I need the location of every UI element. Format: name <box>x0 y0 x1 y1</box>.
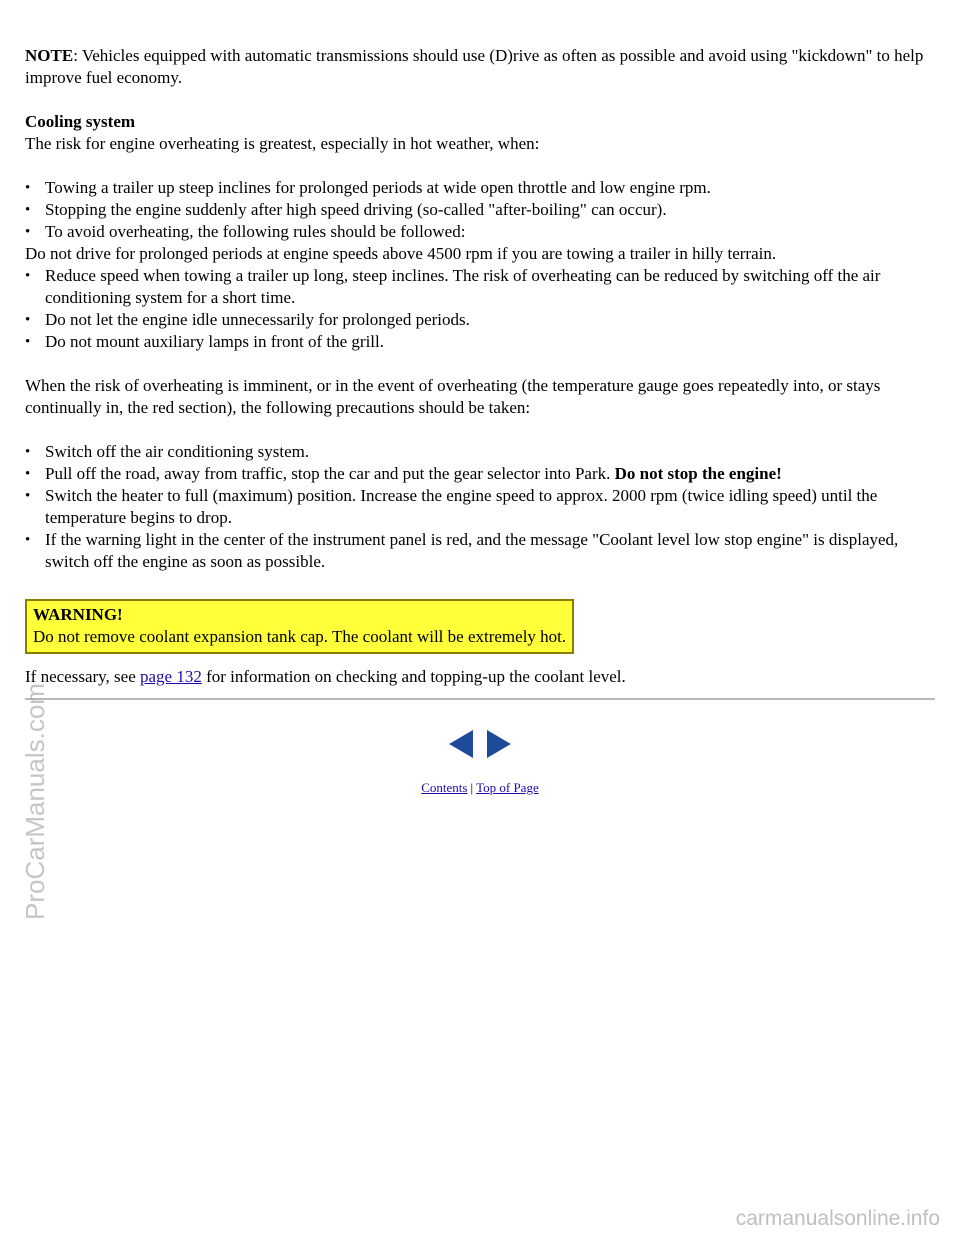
side-watermark: ProCarManuals.com <box>20 683 50 920</box>
list-item: • Reduce speed when towing a trailer up long, steep inclines. The risk of overheating can be reduced by switching off the air conditioning system for a short time. <box>25 265 935 309</box>
page-132-link[interactable]: page 132 <box>140 667 202 686</box>
list-item: • Switch off the air conditioning system. <box>25 441 935 463</box>
arrow-right-icon[interactable] <box>487 730 511 758</box>
see-page-paragraph: If necessary, see page 132 for information on checking and topping-up the coolant level. <box>25 667 626 686</box>
note-label: NOTE <box>25 46 74 65</box>
note-paragraph <box>25 45 935 89</box>
list-item: • If the warning light in the center of the instrument panel is red, and the message "Coolant level low stop engine" is displayed, switch off the engine as soon as possible. <box>25 529 935 573</box>
divider <box>25 698 935 700</box>
rule-line: Do not drive for prolonged periods at engine speeds above 4500 rpm if you are towing a trailer in hilly terrain. <box>25 244 777 263</box>
footer-links <box>25 780 935 796</box>
note-text: : Vehicles equipped with automatic transmissions should use (D)rive as often as possible and avoid using "kickdown" to help improve fuel economy. <box>25 46 924 87</box>
do-not-stop-emphasis: Do not stop the engine! <box>614 464 782 483</box>
cooling-intro: The risk for engine overheating is greatest, especially in hot weather, when: <box>25 134 540 153</box>
list-item: • To avoid overheating, the following rules should be followed: <box>25 221 935 243</box>
page-navigation <box>25 730 935 758</box>
list-item: • Pull off the road, away from traffic, stop the car and put the gear selector into Park. Do not stop the engine! <box>25 463 935 485</box>
contents-link[interactable]: Contents <box>421 780 468 795</box>
warning-box <box>25 599 574 654</box>
footer-separator: | <box>470 780 474 795</box>
list-item: • Do not mount auxiliary lamps in front of the grill. <box>25 331 935 353</box>
warning-title: WARNING! <box>33 605 123 624</box>
bottom-watermark: carmanualsonline.info <box>735 1207 940 1230</box>
warning-text: Do not remove coolant expansion tank cap. The coolant will be extremely hot. <box>33 627 567 646</box>
arrow-left-icon[interactable] <box>449 730 473 758</box>
imminent-paragraph: When the risk of overheating is imminent, or in the event of overheating (the temperature gauge goes repeatedly into, or stays continually in, the red section), the following precautions should be taken: <box>25 376 881 417</box>
list-item: • Do not let the engine idle unnecessarily for prolonged periods. <box>25 309 935 331</box>
list-item: • Switch the heater to full (maximum) position. Increase the engine speed to approx. 2000 rpm (twice idling speed) until the temperature begins to drop. <box>25 485 935 529</box>
manual-page <box>25 45 935 796</box>
top-of-page-link[interactable]: Top of Page <box>476 780 539 795</box>
list-item: • Towing a trailer up steep inclines for prolonged periods at wide open throttle and low engine rpm. <box>25 177 935 199</box>
list-item: • Stopping the engine suddenly after high speed driving (so-called "after-boiling" can occur). <box>25 199 935 221</box>
cooling-heading: Cooling system <box>25 112 136 131</box>
